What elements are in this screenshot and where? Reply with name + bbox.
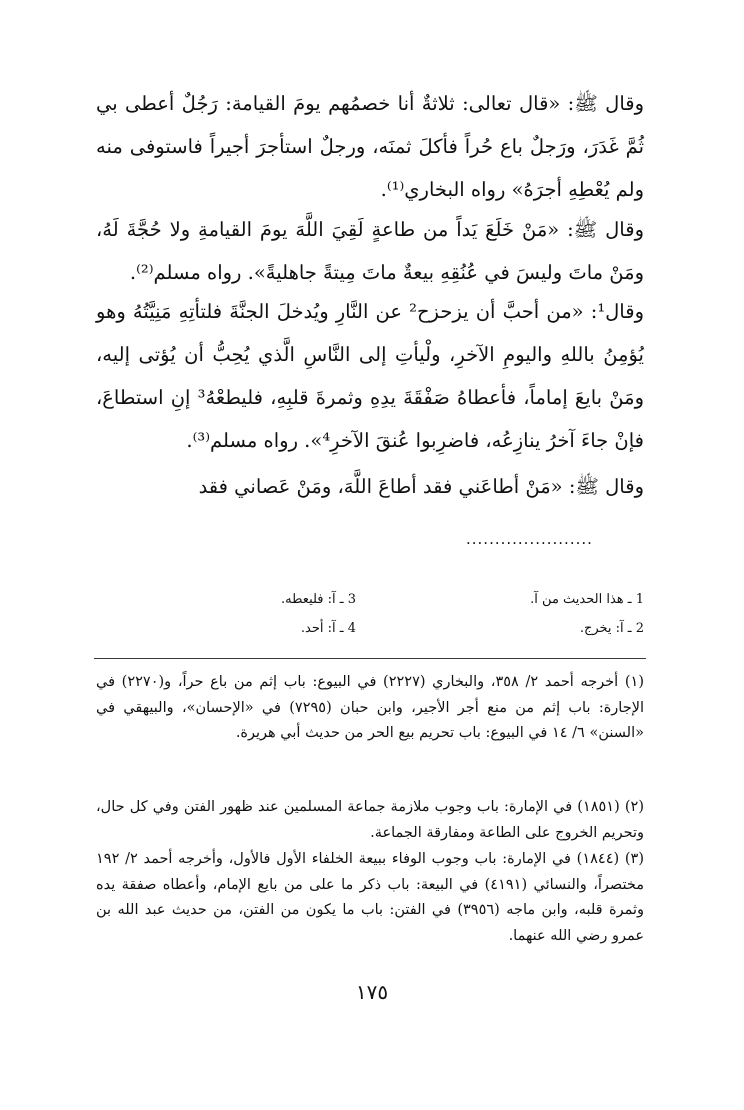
- variant-note-2: 2 ـ آ: يخرج.: [579, 621, 644, 636]
- hadith-paragraph-1: وقال ﷺ: «قال تعالى: ثلاثةٌ أنا خصمُهم يومَ القيامة: رَجُلٌ أعطى بي ثُمَّ غَدَرَ، ورَجلٌ باع حُراً فأكلَ ثمنَه، ورجلٌ استأجرَ أجيراً فاستوفى منه ولم يُعْطِهِ أجرَهُ» رواه البخاري⁽¹⁾.: [96, 92, 644, 201]
- footnote-2: (٢) (١٨٥١) في الإمارة: باب وجوب ملازمة جماعة المسلمين عند ظهور الفتن وفي كل حال، وتحريم الخروج على الطاعة ومفارقة الجماعة.: [96, 799, 644, 841]
- hadith-paragraph-4: وقال ﷺ: «مَنْ أطاعَني فقد أطاعَ اللَّهَ، ومَنْ عَصاني فقد: [198, 475, 644, 498]
- footnote-1: (١) أخرجه أحمد ٢/ ٣٥٨، والبخاري (٢٢٢٧) في البيوع: باب إثم من باع حراً، و(٢٢٧٠) في الإجارة: باب إثم من منع أجر الأجير، وابن حبان (٧٢٩٥) في «الإحسان»، والبيهقي في «السنن» ٦/ ١٤ في البيوع: باب تحريم بيع الحر من حديث أبي هريرة.: [96, 674, 644, 741]
- variant-note-4: 4 ـ آ: أحد.: [300, 621, 356, 636]
- page-number: ١٧٥: [355, 980, 389, 1004]
- hadith-paragraph-2: وقال ﷺ: «مَنْ خَلَعَ يَداً من طاعةٍ لَقِيَ اللَّهَ يومَ القيامةِ ولا حُجَّةَ لَهُ، ومَنْ ماتَ وليسَ في عُنُقِهِ بيعةٌ ماتَ مِيتةً جاهليةً». رواه مسلم⁽²⁾.: [96, 218, 644, 284]
- variant-note-1: 1 ـ هذا الحديث من آ.: [530, 592, 644, 607]
- hadith-paragraph-3: وقال¹: «من أحبَّ أن يزحزح² عن النَّارِ ويُدخلَ الجنَّةَ فلتأتِهِ مَنِيَّتُهُ وهو يُؤمِنُ باللهِ واليومِ الآخرِ، ولْيأتِ إلى النَّاسِ الَّذي يُحِبُّ أن يُؤتى إليه، ومَنْ بايعَ إماماً، فأعطاهُ صَفْقَةَ يدِهِ وثمرةَ قلبِهِ، فليطعْهُ³ إنِ استطاعَ، فإنْ جاءَ آخرُ ينازِعُه، فاضرِبوا عُنقَ الآخرِ⁴». رواه مسلم⁽³⁾.: [96, 300, 644, 452]
- footnote-3: (٣) (١٨٤٤) في الإمارة: باب وجوب الوفاء ببيعة الخلفاء الأول فالأول، وأخرجه أحمد ٢/ ١٩٢ مختصراً، والنسائي (٤١٩١) في البيعة: باب ذكر ما على من بايع الإمام، وأعطاه صفقة يده وثمرة قلبه، وابن ماجه (٣٩٥٦) في الفتن: باب ما يكون من الفتن، من حديث عبد الله بن عمرو رضي الله عنهما.: [96, 851, 644, 944]
- footnote-separator: [94, 658, 646, 659]
- variant-note-3: 3 ـ آ: فليعطه.: [281, 592, 356, 607]
- continuation-dots: ......................: [466, 530, 593, 548]
